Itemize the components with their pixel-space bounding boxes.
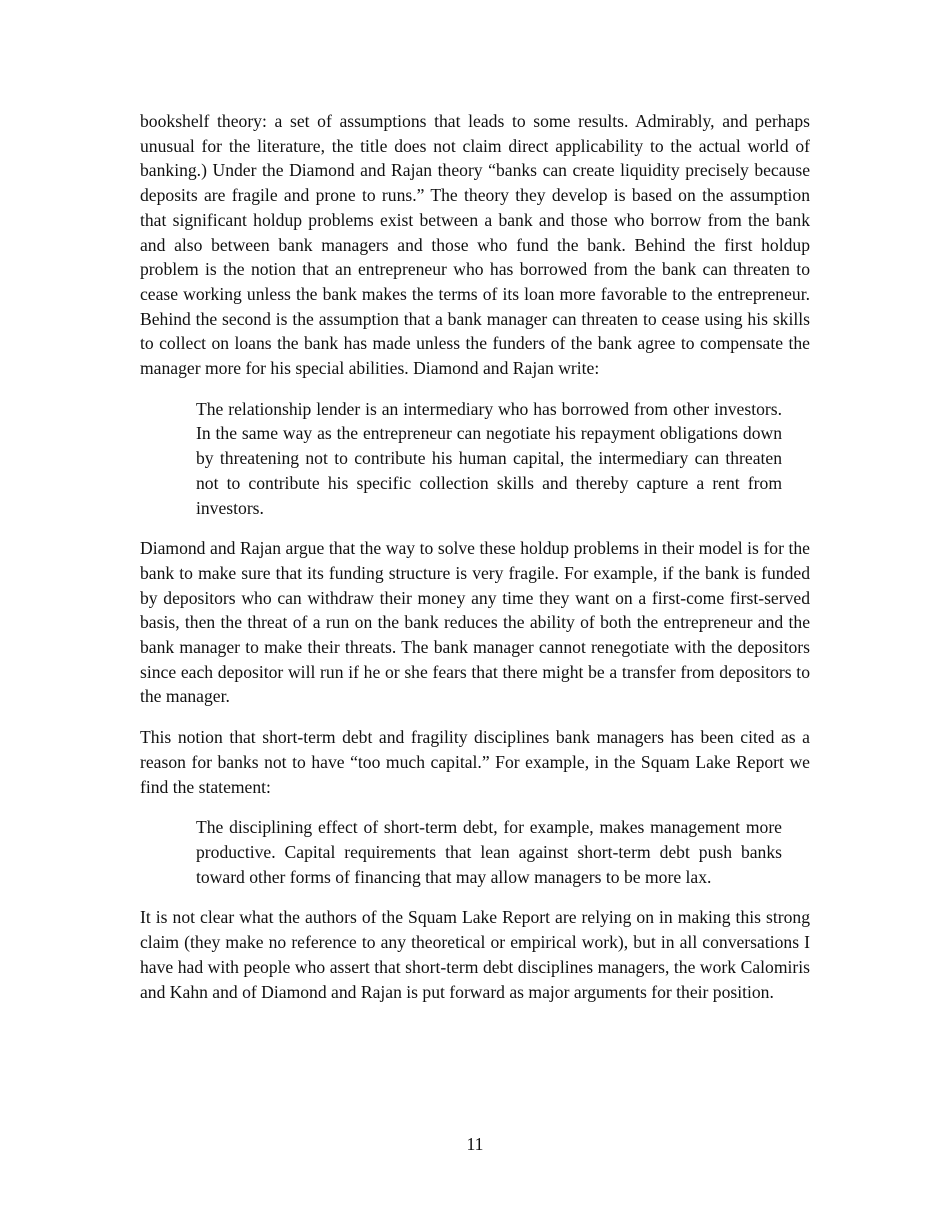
- spacer: [140, 889, 810, 905]
- paragraph-4: It is not clear what the authors of the Squam Lake Report are relying on in making this strong claim (they make no reference to any theoretical or empirical work), but in all conversations I have had with people who assert that short-term debt disciplines managers, the work Calomiris and Kahn and of Diamond and Rajan is put forward as major arguments for their position.: [140, 907, 810, 1002]
- spacer: [140, 799, 810, 815]
- page-number: 11: [466, 1134, 484, 1154]
- paragraph-3: This notion that short-term debt and fragility disciplines bank managers has been cited as a reason for banks not to have “too much capital.” For example, in the Squam Lake Report we find the statement:: [140, 727, 810, 797]
- document-body: [140, 109, 810, 1004]
- block-quote-1: The relationship lender is an intermediary who has borrowed from other investors. In the same way as the entrepreneur can negotiate his repayment obligations down by threatening not to contribute his human capital, the intermediary can threaten not to contribute his specific collection skills and thereby capture a rent from investors.: [196, 398, 782, 518]
- block-quote-2: The disciplining effect of short-term debt, for example, makes management more productive. Capital requirements that lean against short-term debt push banks toward other forms of financing that may allow managers to be more lax.: [196, 817, 782, 887]
- spacer: [140, 381, 810, 397]
- spacer: [140, 709, 810, 725]
- paragraph-1: bookshelf theory: a set of assumptions that leads to some results. Admirably, and perhaps unusual for the literature, the title does not claim direct applicability to the actual world of banking.) Under the Diamond and Rajan theory “banks can create liquidity precisely because deposits are fragile and prone to runs.” The theory they develop is based on the assumption that significant holdup problems exist between a bank and those who borrow from the bank and also between bank managers and those who fund the bank. Behind the first holdup problem is the notion that an entrepreneur who has borrowed from the bank can threaten to cease working unless the bank makes the terms of its loan more favorable to the entrepreneur. Behind the second is the assumption that a bank manager can threaten to cease using his skills to collect on loans the bank has made unless the funders of the bank agree to compensate the manager more for his special abilities. Diamond and Rajan write:: [140, 111, 810, 379]
- spacer: [140, 520, 810, 536]
- paragraph-2: Diamond and Rajan argue that the way to solve these holdup problems in their model is for the bank to make sure that its funding structure is very fragile. For example, if the bank is funded by depositors who can withdraw their money any time they want on a first-come first-served basis, then the threat of a run on the bank reduces the ability of both the entrepreneur and the bank manager to make their threats. The bank manager cannot renegotiate with the depositors since each depositor will run if he or she fears that there might be a transfer from depositors to the manager.: [140, 538, 810, 707]
